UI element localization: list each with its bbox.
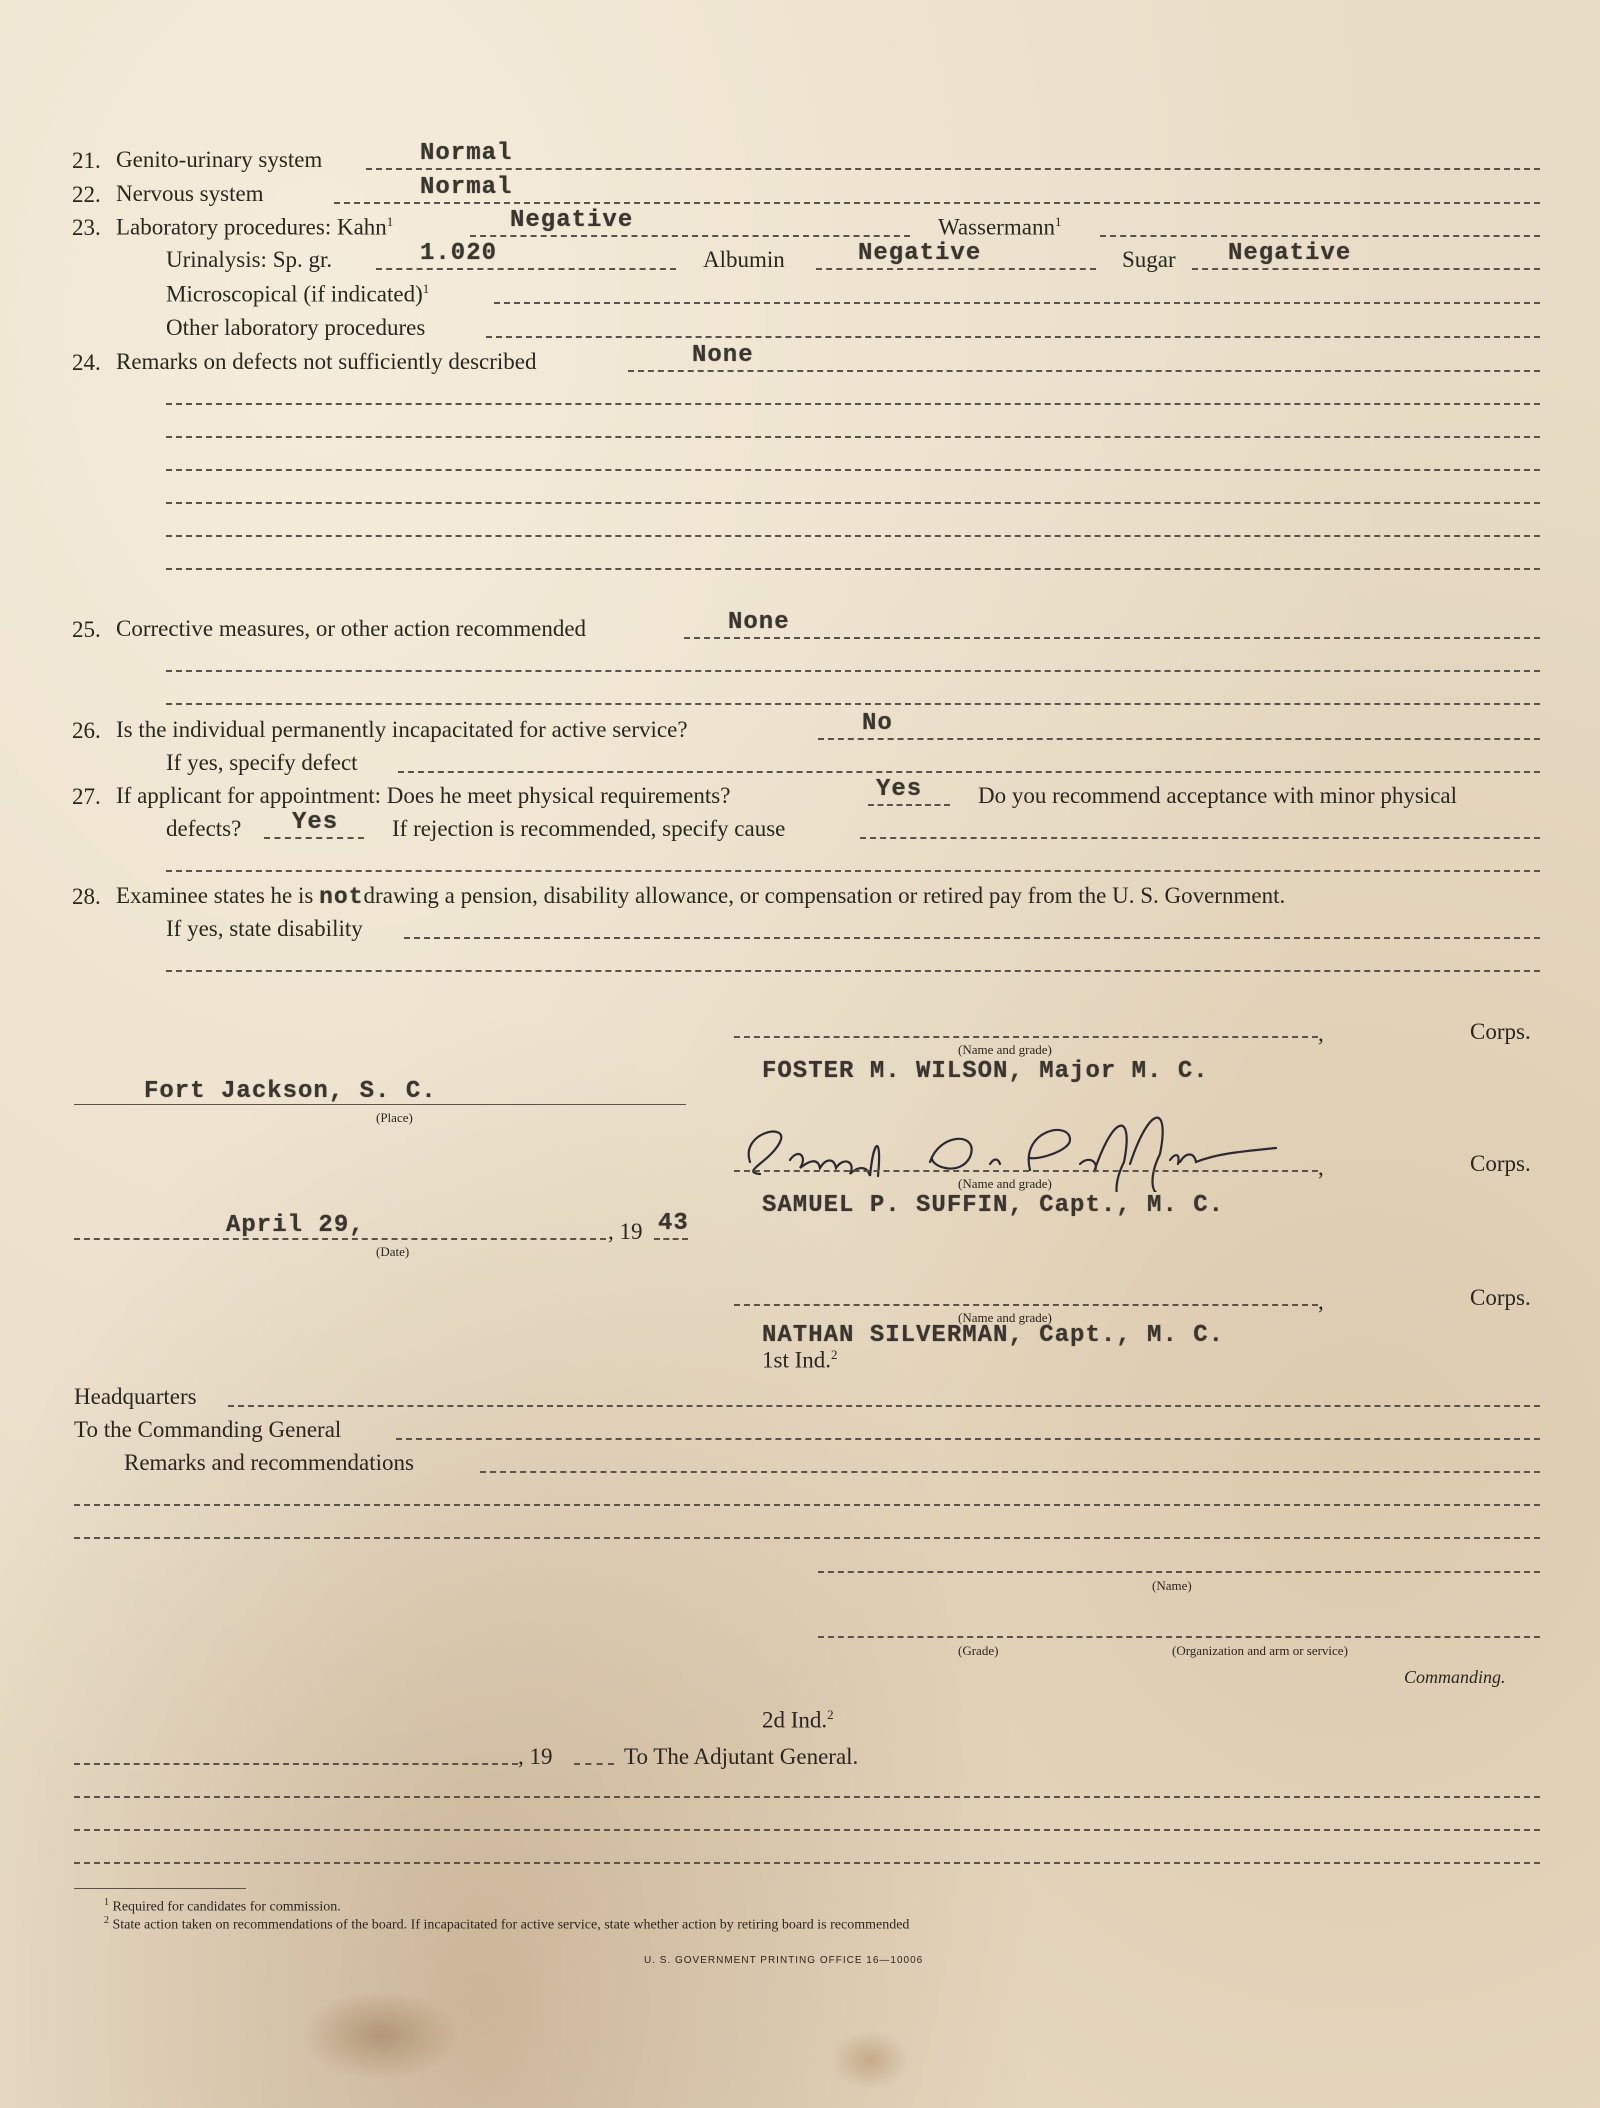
date-line bbox=[74, 1763, 518, 1765]
sub-label: If yes, specify defect bbox=[166, 750, 358, 775]
sugar-label: Sugar bbox=[1122, 247, 1176, 272]
remarks-label: Remarks and recommendations bbox=[124, 1450, 414, 1475]
item-label: If applicant for appointment: Does he meet physical requirements? bbox=[116, 783, 731, 808]
year-value: 43 bbox=[658, 1210, 689, 1237]
answer-line bbox=[74, 1537, 1540, 1539]
item-label: Examinee states he is notdrawing a pension, disability allowance, or compensation or retired pay from the U. S. Government. bbox=[116, 883, 1286, 910]
second-ind-title: 2d Ind.$^2$ bbox=[762, 1707, 834, 1733]
albumin-label: Albumin bbox=[703, 247, 785, 272]
answer-line bbox=[860, 837, 1540, 839]
comma: , bbox=[1318, 1289, 1324, 1314]
grade-org-line bbox=[818, 1636, 1540, 1638]
signature-line bbox=[734, 1304, 1318, 1306]
item-number: 27. bbox=[72, 784, 101, 809]
answer-line bbox=[228, 1405, 1540, 1407]
name-grade-caption: (Name and grade) bbox=[958, 1176, 1052, 1191]
answer-line bbox=[264, 837, 364, 839]
item-number: 22. bbox=[72, 182, 101, 207]
answer-line bbox=[166, 870, 1540, 872]
grade-caption: (Grade) bbox=[958, 1643, 999, 1658]
answer-line bbox=[1100, 235, 1540, 237]
other-lab-label: Other laboratory procedures bbox=[166, 315, 426, 340]
stain bbox=[830, 2030, 910, 2090]
place-line bbox=[74, 1104, 686, 1105]
stain bbox=[300, 1990, 460, 2080]
footnote-1: $^1$ Required for candidates for commission. bbox=[104, 1897, 341, 1915]
answer-line bbox=[74, 1829, 1540, 1831]
date-value: April 29, bbox=[226, 1212, 365, 1239]
name-line bbox=[818, 1571, 1540, 1573]
answer-line bbox=[486, 336, 1540, 338]
sub-label: If yes, state disability bbox=[166, 916, 363, 941]
answer-line bbox=[868, 804, 950, 806]
item-number: 24. bbox=[72, 350, 101, 375]
officer-3: NATHAN SILVERMAN, Capt., M. C. bbox=[762, 1322, 1225, 1349]
item-label: Genito-urinary system bbox=[116, 147, 323, 172]
footnote-rule bbox=[74, 1888, 246, 1889]
item-number: 25. bbox=[72, 617, 101, 642]
typed-answer: None bbox=[692, 342, 754, 369]
item-label: Corrective measures, or other action recommended bbox=[116, 616, 587, 641]
name-grade-caption: (Name and grade) bbox=[958, 1310, 1052, 1325]
microscopical-label: Microscopical (if indicated)$^1$ bbox=[166, 281, 430, 307]
answer-line bbox=[166, 403, 1540, 405]
answer-line bbox=[684, 637, 1540, 639]
item-label: Remarks on defects not sufficiently described bbox=[116, 349, 537, 374]
kahn-value: Negative bbox=[510, 207, 634, 234]
year-label: , 19 bbox=[518, 1744, 553, 1769]
item-label: Laboratory procedures: Kahn$^1$ bbox=[116, 214, 394, 240]
corps-label: Corps. bbox=[1470, 1285, 1531, 1310]
comma: , bbox=[1318, 1021, 1324, 1046]
answer-line bbox=[74, 1862, 1540, 1864]
item-label: Is the individual permanently incapacitated for active service? bbox=[116, 717, 688, 742]
item-number: 26. bbox=[72, 718, 101, 743]
answer-line bbox=[480, 1471, 1540, 1473]
answer-line bbox=[166, 502, 1540, 504]
answer-line bbox=[166, 436, 1540, 438]
officer-2: SAMUEL P. SUFFIN, Capt., M. C. bbox=[762, 1192, 1225, 1219]
year-label: , 19 bbox=[608, 1219, 643, 1244]
typed-answer: Normal bbox=[420, 174, 513, 201]
adjutant-label: To The Adjutant General. bbox=[624, 1744, 859, 1769]
answer-line bbox=[74, 1796, 1540, 1798]
item-label: Nervous system bbox=[116, 181, 264, 206]
signature-line bbox=[734, 1170, 1318, 1172]
place-caption: (Place) bbox=[376, 1110, 413, 1125]
headquarters-label: Headquarters bbox=[74, 1384, 197, 1409]
typed-answer: None bbox=[728, 609, 790, 636]
answer-line bbox=[166, 970, 1540, 972]
typed-answer: Normal bbox=[420, 140, 513, 167]
answer-line bbox=[166, 568, 1540, 570]
answer-line bbox=[470, 235, 910, 237]
answer-line bbox=[166, 469, 1540, 471]
item-number: 21. bbox=[72, 148, 101, 173]
answer-line bbox=[74, 1504, 1540, 1506]
officer-1: FOSTER M. WILSON, Major M. C. bbox=[762, 1058, 1209, 1085]
year-line bbox=[574, 1763, 614, 1765]
answer-line bbox=[816, 268, 1096, 270]
first-ind-title: 1st Ind.$^2$ bbox=[762, 1347, 838, 1373]
answer-line bbox=[166, 670, 1540, 672]
defects-value: Yes bbox=[292, 809, 339, 836]
answer-line bbox=[494, 302, 1540, 304]
wassermann-label: Wassermann$^1$ bbox=[938, 214, 1062, 240]
corps-label: Corps. bbox=[1470, 1019, 1531, 1044]
answer-line bbox=[628, 370, 1540, 372]
name-grade-caption: (Name and grade) bbox=[958, 1042, 1052, 1057]
year-line bbox=[654, 1238, 688, 1240]
name-caption: (Name) bbox=[1152, 1578, 1192, 1593]
date-caption: (Date) bbox=[376, 1244, 410, 1259]
typed-answer: not bbox=[319, 884, 364, 910]
albumin-value: Negative bbox=[858, 240, 982, 267]
rejection-label: If rejection is recommended, specify cause bbox=[392, 816, 786, 841]
place-value: Fort Jackson, S. C. bbox=[144, 1078, 437, 1105]
to-label: To the Commanding General bbox=[74, 1417, 342, 1442]
org-caption: (Organization and arm or service) bbox=[1172, 1643, 1348, 1658]
answer-line bbox=[396, 1438, 1540, 1440]
answer-line bbox=[166, 703, 1540, 705]
typed-answer: Yes bbox=[876, 776, 923, 803]
typed-answer: No bbox=[862, 710, 893, 737]
answer-line bbox=[1192, 268, 1540, 270]
footnote-2: $^2$ State action taken on recommendations of the board. If incapacitated for active service, state whether action by retiring board is recommended bbox=[104, 1915, 910, 1933]
date-line bbox=[74, 1238, 606, 1240]
item-number: 23. bbox=[72, 215, 101, 240]
answer-line bbox=[818, 738, 1540, 740]
spgr-value: 1.020 bbox=[420, 240, 498, 267]
answer-line bbox=[398, 771, 1540, 773]
item-label-2: Do you recommend acceptance with minor physical bbox=[978, 783, 1458, 808]
item-number: 28. bbox=[72, 884, 101, 909]
signature-line bbox=[734, 1036, 1318, 1038]
answer-line bbox=[366, 168, 1540, 170]
defects-label: defects? bbox=[166, 816, 242, 841]
urinalysis-label: Urinalysis: Sp. gr. bbox=[166, 247, 333, 272]
answer-line bbox=[404, 937, 1540, 939]
commanding-label: Commanding. bbox=[1404, 1667, 1506, 1687]
printer-line: U. S. GOVERNMENT PRINTING OFFICE 16—10006 bbox=[644, 1955, 924, 1966]
answer-line bbox=[376, 268, 676, 270]
comma: , bbox=[1318, 1155, 1324, 1180]
answer-line bbox=[334, 202, 1540, 204]
corps-label: Corps. bbox=[1470, 1151, 1531, 1176]
sugar-value: Negative bbox=[1228, 240, 1352, 267]
answer-line bbox=[166, 535, 1540, 537]
